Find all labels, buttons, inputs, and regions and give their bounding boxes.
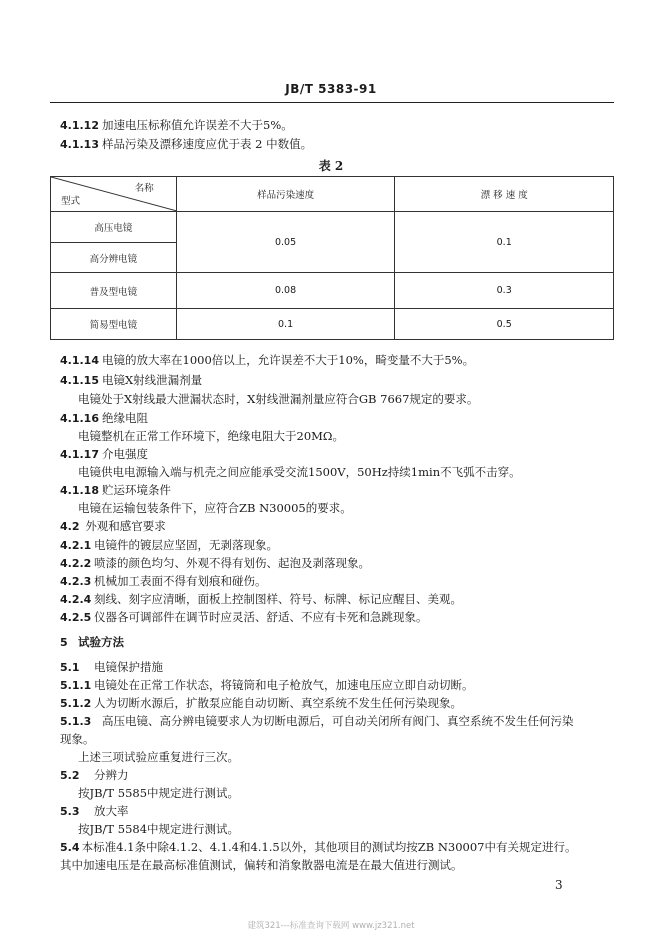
clause-4-2 — [60, 518, 620, 535]
type-cell: 高分辨电镜 — [51, 243, 177, 273]
clause-number: 5.3 — [60, 805, 80, 818]
drift-value-cell: 0.1 — [395, 212, 614, 273]
section-5-heading — [60, 634, 620, 651]
sample-value-cell: 0.08 — [176, 273, 395, 309]
clause-4-1-15 — [60, 372, 620, 389]
clause-number: 4.2.2 — [60, 557, 92, 570]
standard-header-title: JB/T 5383-91 — [285, 82, 377, 96]
clause-text: 绝缘电阻 — [102, 411, 148, 425]
column-header-drift-speed: 漂 移 速 度 — [395, 177, 614, 212]
clause-number: 4.1.12 — [60, 119, 99, 132]
header-rule — [50, 102, 614, 103]
clause-body-text: 电镜在运输包装条件下，应符合ZB N30005的要求。 — [78, 501, 352, 515]
clause-text: 仪器各可调部件在调节时应灵活、舒适、不应有卡死和急跳现象。 — [94, 610, 428, 624]
clause-4-2-5 — [60, 609, 620, 626]
column-header-sample-contamination: 样品污染速度 — [176, 177, 395, 212]
clause-5-2 — [60, 767, 620, 784]
clause-number: 4.2.4 — [60, 593, 92, 606]
section-number: 5 — [60, 636, 68, 649]
clause-body-text: 其中加速电压是在最高标准值测试，偏转和消象散器电流是在最大值进行测试。 — [60, 858, 463, 872]
clause-5-1-3 — [60, 713, 620, 730]
type-cell: 高压电镜 — [51, 212, 177, 243]
clause-body-text: 现象。 — [60, 732, 95, 746]
page-number: 3 — [555, 878, 563, 892]
clause-body-text: 电镜处于X射线最大泄漏状态时，X射线泄漏剂量应符合GB 7667规定的要求。 — [78, 392, 479, 406]
drift-value-cell: 0.3 — [395, 273, 614, 309]
clause-number: 4.2.3 — [60, 575, 92, 588]
sample-value-cell: 0.1 — [176, 309, 395, 340]
clause-body-text: 电镜整机在正常工作环境下，绝缘电阻大于20MΩ。 — [78, 429, 344, 443]
table-row — [51, 309, 614, 340]
clause-5-1 — [60, 659, 620, 676]
clause-number: 5.1.3 — [60, 715, 92, 728]
clause-4-1-13 — [60, 136, 620, 153]
clause-text: 人为切断水源后，扩散泵应能自动切断、真空系统不发生任何污染现象。 — [94, 696, 462, 710]
clause-5-1-2 — [60, 695, 620, 712]
clause-body-text: 电镜供电电源输入端与机壳之间应能承受交流1500V，50Hz持续1min不飞弧不击穿。 — [78, 465, 521, 479]
clause-text: 电镜保护措施 — [94, 660, 163, 674]
drift-value-cell: 0.5 — [395, 309, 614, 340]
clause-5-1-1 — [60, 677, 620, 694]
clause-number: 4.1.15 — [60, 374, 99, 387]
corner-label-type: 型式 — [61, 196, 81, 207]
clause-text: 电镜处在正常工作状态，将镜筒和电子枪放气，加速电压应立即自动切断。 — [94, 678, 474, 692]
clause-body-text: 按JB/T 5584中规定进行测试。 — [78, 822, 240, 836]
clause-4-1-18 — [60, 482, 620, 499]
clause-number: 4.1.13 — [60, 138, 99, 151]
clause-number: 5.2 — [60, 769, 80, 782]
clause-number: 4.1.17 — [60, 448, 99, 461]
clause-4-2-1 — [60, 537, 620, 554]
clause-number: 5.1.1 — [60, 679, 92, 692]
table-caption: 表 2 — [318, 159, 344, 173]
clause-text: 贮运环境条件 — [102, 483, 171, 497]
clause-4-1-14 — [60, 352, 620, 369]
table-row — [51, 212, 614, 243]
clause-text: 外观和感官要求 — [85, 519, 166, 533]
clause-text: 加速电压标称值允许误差不大于5%。 — [102, 118, 293, 132]
clause-text: 电镜X射线泄漏剂量 — [102, 373, 203, 387]
clause-number: 5.4 — [60, 841, 80, 854]
clause-text: 样品污染及漂移速度应优于表 2 中数值。 — [102, 137, 313, 151]
clause-text: 放大率 — [94, 804, 129, 818]
clause-text: 机械加工表面不得有划痕和碰伤。 — [94, 574, 267, 588]
table-row — [51, 273, 614, 309]
clause-number: 5.1 — [60, 661, 80, 674]
clause-4-1-12 — [60, 117, 620, 134]
clause-4-2-2 — [60, 555, 620, 572]
corner-header-cell — [51, 177, 177, 212]
clause-text: 喷漆的颜色均匀、外观不得有划伤、起泡及剥落现象。 — [94, 556, 370, 570]
clause-text: 电镜件的镀层应坚固，无剥落现象。 — [94, 538, 278, 552]
table-2 — [50, 176, 614, 340]
clause-number: 4.2 — [60, 520, 80, 533]
clause-body-text: 按JB/T 5585中规定进行测试。 — [78, 786, 240, 800]
clause-4-2-3 — [60, 573, 620, 590]
clause-text: 电镜的放大率在1000倍以上，允许误差不大于10%，畸变量不大于5%。 — [102, 353, 475, 367]
clause-number: 4.1.16 — [60, 412, 99, 425]
clause-5-3 — [60, 803, 620, 820]
clause-number: 5.1.2 — [60, 697, 92, 710]
clause-4-1-16 — [60, 410, 620, 427]
clause-text: 高压电镜、高分辨电镜要求人为切断电源后，可自动关闭所有阀门、真空系统不发生任何污染 — [102, 714, 574, 728]
clause-number: 4.1.18 — [60, 484, 99, 497]
clause-body-text: 上述三项试验应重复进行三次。 — [78, 750, 239, 764]
clause-text: 刻线、刻字应清晰，面板上控制图样、符号、标牌、标记应醒目、美观。 — [94, 592, 462, 606]
sample-value-cell: 0.05 — [176, 212, 395, 273]
table-header-row — [51, 177, 614, 212]
type-cell: 普及型电镜 — [51, 273, 177, 309]
clause-text: 介电强度 — [102, 447, 148, 461]
clause-number: 4.2.5 — [60, 611, 92, 624]
clause-number: 4.2.1 — [60, 539, 92, 552]
type-cell: 简易型电镜 — [51, 309, 177, 340]
clause-5-4 — [60, 839, 620, 856]
clause-4-1-17 — [60, 446, 620, 463]
corner-label-name: 名称 — [134, 183, 154, 194]
watermark-footer: 建筑321---标准查询下载网 www.jz321.net — [247, 921, 415, 931]
clause-number: 4.1.14 — [60, 354, 99, 367]
clause-text: 分辨力 — [94, 768, 129, 782]
clause-text: 本标准4.1条中除4.1.2、4.1.4和4.1.5以外，其他项目的测试均按ZB N30007中有关规定进行。 — [81, 840, 577, 854]
section-title: 试验方法 — [78, 635, 124, 649]
clause-4-2-4 — [60, 591, 620, 608]
